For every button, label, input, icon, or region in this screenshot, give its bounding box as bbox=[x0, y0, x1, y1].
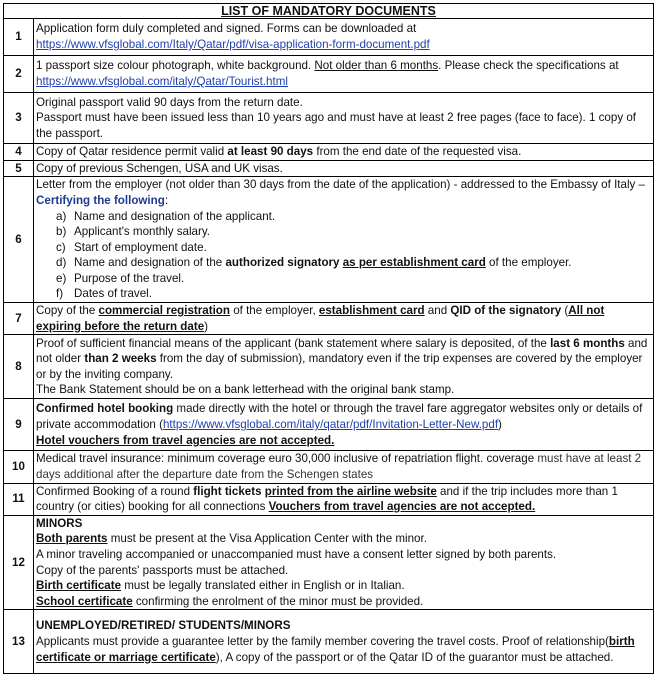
table-row bbox=[4, 335, 654, 399]
text: Original passport valid 90 days from the return date. bbox=[36, 95, 303, 109]
row-number: 6 bbox=[4, 177, 34, 303]
text: of the employer, bbox=[229, 304, 319, 318]
list-item bbox=[56, 224, 651, 240]
text: from the end date of the requested visa. bbox=[313, 145, 522, 158]
row-text bbox=[34, 610, 654, 674]
table-row bbox=[4, 56, 654, 93]
text: Confirmed Booking of a round bbox=[36, 484, 194, 498]
list-item bbox=[56, 240, 651, 256]
text: from the day of submission), mandatory even if the trip expenses are covered by the employer or by the inviting company. bbox=[36, 352, 643, 381]
text-bold-underlined: printed from the airline website bbox=[264, 484, 437, 498]
item-marker: b) bbox=[56, 225, 67, 239]
row-text bbox=[34, 303, 654, 335]
item-text: Dates of travel. bbox=[74, 287, 152, 301]
text-bold: Confirmed hotel booking bbox=[36, 402, 174, 416]
text: ), A copy of the passport or of the Qatar ID of the guarantor must be attached. bbox=[215, 650, 614, 664]
row-number: 1 bbox=[4, 19, 34, 56]
row-text bbox=[34, 483, 654, 515]
text: must be legally translated either in English or in Italian. bbox=[121, 579, 405, 593]
text-bold: than 2 weeks bbox=[84, 352, 157, 366]
text: Copy of the bbox=[36, 304, 99, 318]
item-text-bold: authorized signatory bbox=[225, 256, 340, 270]
row-number: 2 bbox=[4, 56, 34, 93]
certification-list bbox=[36, 209, 651, 303]
table-row bbox=[4, 19, 654, 56]
text: The Bank Statement should be on a bank letterhead with the original bank stamp. bbox=[36, 383, 455, 397]
text: Copy of Qatar residence permit valid bbox=[36, 145, 228, 158]
table-row bbox=[4, 610, 654, 674]
list-item bbox=[56, 209, 651, 225]
text: Applicants must provide a guarantee letter by the family member covering the travel costs. Proof of relationship( bbox=[36, 635, 609, 649]
item-text: Applicant's monthly salary. bbox=[74, 225, 211, 239]
table-row bbox=[4, 399, 654, 451]
row-text bbox=[34, 451, 654, 483]
item-marker: d) bbox=[56, 256, 67, 270]
table-row bbox=[4, 451, 654, 483]
documents-table bbox=[3, 3, 654, 674]
text: and if the trip includes more than 1 country (or cities) booking for all connections bbox=[36, 484, 618, 514]
text: : bbox=[164, 193, 169, 207]
item-marker: e) bbox=[56, 271, 67, 285]
row-text bbox=[34, 335, 654, 399]
table-title: LIST OF MANDATORY DOCUMENTS bbox=[4, 4, 654, 19]
text-bold-underlined: Both parents bbox=[36, 532, 108, 546]
text: Passport must have been issued less than 10 years ago and must have at least 2 free pages (face to face). 1 copy of the passport. bbox=[36, 111, 637, 140]
title-row bbox=[4, 4, 654, 19]
row-number: 11 bbox=[4, 483, 34, 515]
list-item bbox=[56, 271, 651, 287]
table-row bbox=[4, 144, 654, 161]
row-text bbox=[34, 399, 654, 451]
row-number: 4 bbox=[4, 144, 34, 161]
text: ) bbox=[204, 319, 209, 333]
text: 1 passport size colour photograph, white background. bbox=[36, 59, 315, 73]
row-number: 5 bbox=[4, 160, 34, 177]
row-number: 7 bbox=[4, 303, 34, 335]
row-number: 8 bbox=[4, 335, 34, 399]
text: ) bbox=[498, 418, 502, 432]
text-bold: at least 90 days bbox=[227, 145, 314, 158]
item-text: Start of employment date. bbox=[74, 240, 207, 254]
photo-specifications-link[interactable]: https://www.vfsglobal.com/italy/Qatar/Tourist.html bbox=[36, 75, 288, 88]
item-marker: c) bbox=[56, 240, 66, 254]
text-bold-underlined: Vouchers from travel agencies are not accepted. bbox=[268, 500, 536, 514]
text: Application form duly completed and signed. Forms can be downloaded at bbox=[36, 22, 417, 36]
table-row bbox=[4, 515, 654, 610]
text: Medical travel insurance: minimum coverage euro 30,000 inclusive of repatriation flight. coverage bbox=[36, 452, 538, 466]
item-text-bold-underlined: as per establishment card bbox=[342, 256, 486, 270]
text-bold: last 6 months bbox=[550, 336, 625, 350]
row-text bbox=[34, 144, 654, 161]
text-bold-underlined: commercial registration bbox=[98, 304, 230, 318]
text-bold-underlined: School certificate bbox=[36, 594, 133, 608]
row-text bbox=[34, 19, 654, 56]
table-row bbox=[4, 303, 654, 335]
form-download-link[interactable]: https://www.vfsglobal.com/Italy/Qatar/pdf/visa-application-form-document.pdf bbox=[36, 38, 430, 51]
text: ( bbox=[561, 304, 569, 318]
text-bold-underlined: establishment card bbox=[318, 304, 425, 318]
table-row bbox=[4, 483, 654, 515]
row-number: 9 bbox=[4, 399, 34, 451]
item-text: of the employer. bbox=[485, 256, 572, 270]
mandatory-documents-sheet bbox=[3, 3, 654, 674]
text: Copy of the parents' passports must be attached. bbox=[36, 563, 289, 577]
row-text bbox=[34, 56, 654, 93]
item-marker: f) bbox=[56, 287, 64, 301]
text-bold: flight tickets bbox=[193, 484, 262, 498]
text-bold-underlined: Hotel vouchers from travel agencies are not accepted. bbox=[36, 433, 335, 447]
row-text: Copy of previous Schengen, USA and UK visas. bbox=[34, 160, 654, 177]
table-row bbox=[4, 160, 654, 177]
row-number: 12 bbox=[4, 515, 34, 610]
text: and bbox=[424, 304, 451, 318]
text: A minor traveling accompanied or unaccompanied must have a consent letter signed by both parents. bbox=[36, 547, 557, 561]
list-item bbox=[56, 255, 651, 271]
text: must have at least 2 days additional after the departure date from the Schengen states bbox=[36, 452, 642, 481]
text: made directly with the hotel or through the travel fare aggregator websites only or details of private accommodation ( bbox=[36, 402, 643, 432]
invitation-letter-link[interactable]: https://www.vfsglobal.com/italy/qatar/pdf/Invitation-Letter-New.pdf bbox=[162, 418, 499, 432]
row-number: 13 bbox=[4, 610, 34, 674]
text: Proof of sufficient financial means of the applicant (bank statement where salary is deposited, of the bbox=[36, 336, 551, 350]
section-heading: MINORS bbox=[36, 516, 83, 530]
section-heading: UNEMPLOYED/RETIRED/ STUDENTS/MINORS bbox=[36, 619, 291, 633]
row-text bbox=[34, 93, 654, 144]
list-item bbox=[56, 286, 651, 302]
table-row bbox=[4, 93, 654, 144]
item-text: Name and designation of the bbox=[74, 256, 226, 270]
text-highlight: Certifying the following bbox=[36, 193, 165, 207]
text-bold-underlined: birth certificate or marriage certificate bbox=[36, 635, 635, 664]
text: must be present at the Visa Application Center with the minor. bbox=[107, 532, 427, 546]
text-underlined: Not older than 6 months bbox=[314, 59, 439, 73]
text: and not older bbox=[36, 336, 648, 366]
row-text bbox=[34, 177, 654, 303]
item-text: Name and designation of the applicant. bbox=[74, 209, 276, 223]
item-text: Purpose of the travel. bbox=[74, 271, 185, 285]
text-bold-underlined: All not expiring before the return date bbox=[36, 304, 605, 333]
table-row bbox=[4, 177, 654, 303]
text: confirming the enrolment of the minor must be provided. bbox=[132, 594, 424, 608]
row-number: 10 bbox=[4, 451, 34, 483]
text-bold-underlined: Birth certificate bbox=[36, 579, 122, 593]
item-marker: a) bbox=[56, 209, 67, 223]
text: . Please check the specifications at bbox=[438, 59, 619, 73]
row-text bbox=[34, 515, 654, 610]
text: Letter from the employer (not older than 30 days from the date of the application) - addressed to the Embassy of Italy – bbox=[36, 178, 646, 192]
row-number: 3 bbox=[4, 93, 34, 144]
text-bold: QID of the signatory bbox=[450, 304, 562, 318]
